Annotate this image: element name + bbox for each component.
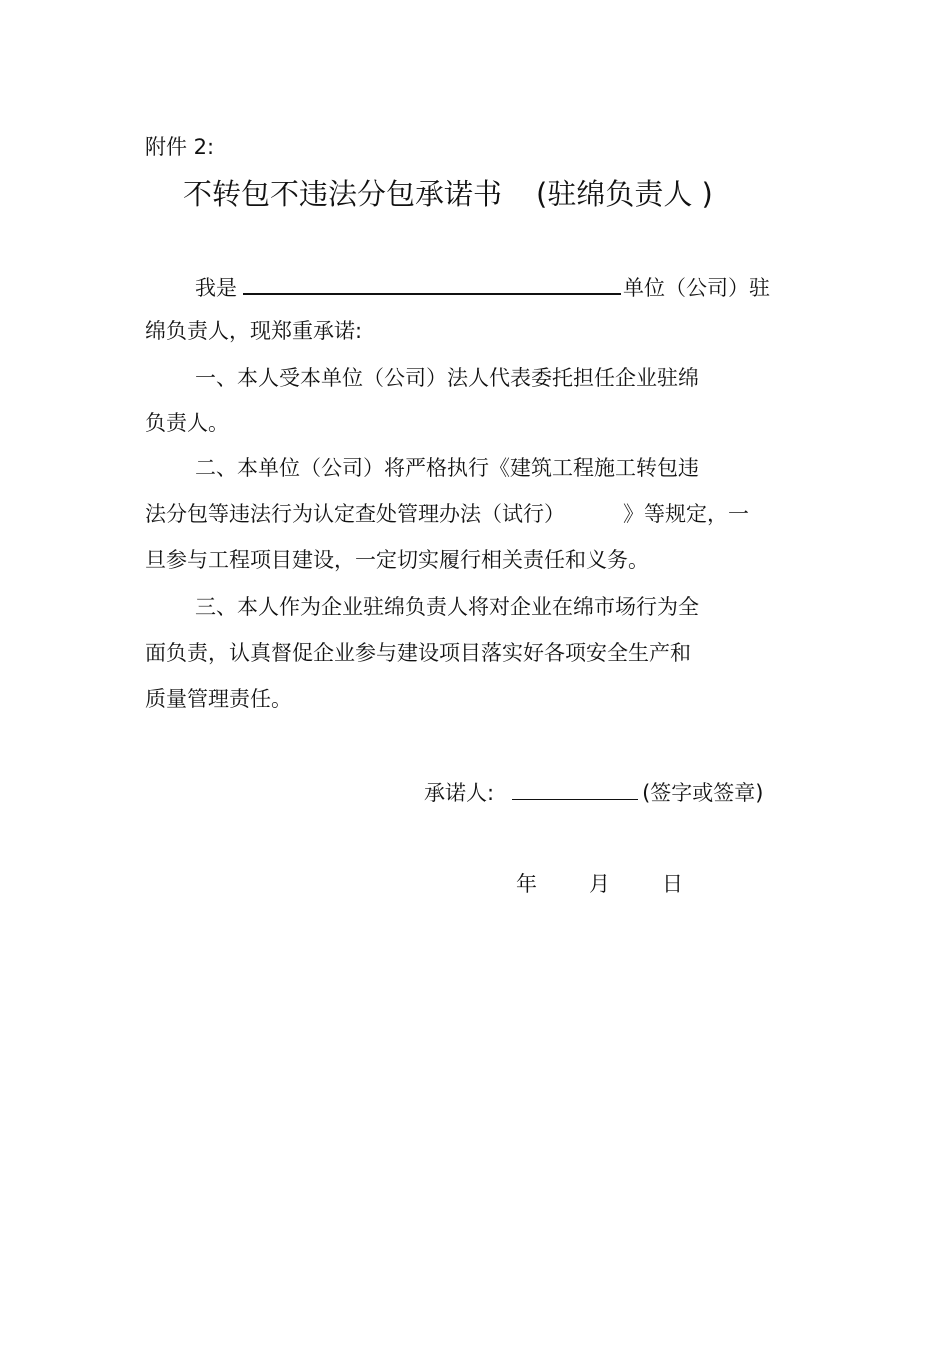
intro-line-1 (195, 271, 770, 302)
clause3-line-1: 三、本人作为企业驻绵负责人将对企业在绵市场行为全 (195, 595, 699, 619)
clause3-line-3: 质量管理责任。 (145, 687, 292, 711)
signature-label: 承诺人: (424, 781, 495, 805)
signature-blank[interactable] (512, 777, 638, 800)
clause2-line-2b: 》等规定，一 (623, 502, 749, 526)
clause2-line-1: 二、本单位（公司）将严格执行《建筑工程施工转包违 (195, 456, 699, 480)
unit-name-blank[interactable] (243, 271, 621, 295)
date-month: 月 (589, 872, 610, 896)
clause2-line-2a: 法分包等违法行为认定查处管理办法（试行） (145, 502, 565, 526)
signature-note: (签字或签章) (642, 781, 764, 805)
intro-suffix: 单位（公司）驻 (623, 276, 770, 300)
clause1-line-1: 一、本人受本单位（公司）法人代表委托担任企业驻绵 (195, 366, 699, 390)
intro-line-2: 绵负责人，现郑重承诺: (145, 319, 363, 343)
intro-prefix: 我是 (195, 276, 237, 300)
attachment-label: 附件 2: (145, 135, 215, 159)
date-row (516, 870, 683, 898)
title-sub: (驻绵负责人 ) (536, 177, 713, 211)
title-main: 不转包不违法分包承诺书 (183, 177, 503, 211)
date-year: 年 (516, 872, 537, 896)
clause2-line-2 (145, 500, 749, 528)
signature-row (424, 777, 763, 807)
clause1-line-2: 负责人。 (145, 411, 229, 435)
document-title (183, 174, 713, 214)
date-day: 日 (662, 872, 683, 896)
clause2-line-3: 旦参与工程项目建设，一定切实履行相关责任和义务。 (145, 548, 649, 572)
clause3-line-2: 面负责，认真督促企业参与建设项目落实好各项安全生产和 (145, 641, 691, 665)
